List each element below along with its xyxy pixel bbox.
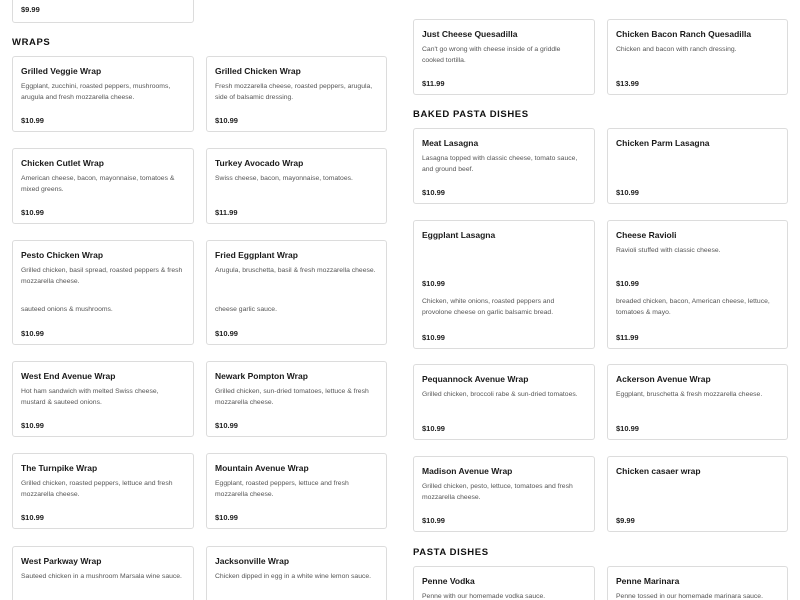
item-name: Chicken Parm Lasagna bbox=[616, 138, 710, 148]
item-price: $10.99 bbox=[616, 424, 639, 433]
item-price: $9.99 bbox=[616, 516, 635, 525]
item-price: $10.99 bbox=[215, 513, 238, 522]
item-name: Meat Lasagna bbox=[422, 138, 479, 148]
menu-item-card[interactable] bbox=[12, 0, 194, 23]
item-description: Grilled chicken, pesto, lettuce, tomatoes and fresh mozzarella cheese. bbox=[422, 483, 573, 501]
section-title-pasta-dishes: PASTA DISHES bbox=[413, 547, 489, 558]
item-description: Can't go wrong with cheese inside of a griddle cooked tortilla. bbox=[422, 46, 561, 64]
item-price: $10.99 bbox=[21, 208, 44, 217]
menu-item-card[interactable] bbox=[607, 566, 788, 600]
item-description: American cheese, bacon, mayonnaise, tomatoes & mixed greens. bbox=[21, 175, 175, 193]
item-name: Chicken casaer wrap bbox=[616, 466, 701, 476]
menu-item-card[interactable] bbox=[413, 364, 595, 440]
menu-item-card[interactable] bbox=[12, 56, 194, 132]
item-price: $10.99 bbox=[422, 279, 445, 288]
item-description: Grilled chicken, roasted peppers, lettuce and fresh mozzarella cheese. bbox=[21, 480, 173, 498]
menu-item-card[interactable] bbox=[607, 364, 788, 440]
menu-item-card[interactable] bbox=[607, 19, 788, 95]
item-description: Ravioli stuffed with classic cheese. bbox=[616, 247, 721, 254]
item-description: Eggplant, bruschetta & fresh mozzarella cheese. bbox=[616, 391, 763, 398]
item-name: Ackerson Avenue Wrap bbox=[616, 374, 711, 384]
menu-item-card[interactable] bbox=[206, 240, 387, 345]
item-price: $10.99 bbox=[21, 329, 44, 338]
item-name: Pequannock Avenue Wrap bbox=[422, 374, 529, 384]
item-price: $10.99 bbox=[21, 513, 44, 522]
item-description: Sauteed chicken in a mushroom Marsala wine sauce. bbox=[21, 573, 182, 580]
item-name: Just Cheese Quesadilla bbox=[422, 29, 518, 39]
item-description-overflow: sauteed onions & mushrooms. bbox=[21, 306, 113, 313]
item-description-overflow: cheese garlic sauce. bbox=[215, 306, 277, 313]
item-name: West Parkway Wrap bbox=[21, 556, 102, 566]
menu-item-card[interactable] bbox=[413, 220, 595, 349]
menu-item-card[interactable] bbox=[607, 456, 788, 532]
item-description: Chicken and bacon with ranch dressing. bbox=[616, 46, 737, 53]
item-price: $11.99 bbox=[215, 208, 238, 217]
menu-item-card[interactable] bbox=[12, 361, 194, 437]
item-description: Eggplant, roasted peppers, lettuce and fresh mozzarella cheese. bbox=[215, 480, 349, 498]
item-name: West End Avenue Wrap bbox=[21, 371, 116, 381]
section-title-baked-pasta: BAKED PASTA DISHES bbox=[413, 109, 529, 120]
menu-item-card[interactable] bbox=[206, 453, 387, 529]
menu-item-card[interactable] bbox=[413, 456, 595, 532]
item-description: Eggplant, zucchini, roasted peppers, mushrooms, arugula and fresh mozzarella cheese. bbox=[21, 83, 171, 101]
item-description: Grilled chicken, broccoli rabe & sun-dried tomatoes. bbox=[422, 391, 578, 398]
item-price: $10.99 bbox=[215, 116, 238, 125]
item-name: Chicken Bacon Ranch Quesadilla bbox=[616, 29, 752, 39]
menu-item-card[interactable] bbox=[206, 148, 387, 224]
item-price: $10.99 bbox=[215, 421, 238, 430]
section-title-wraps: WRAPS bbox=[12, 37, 51, 48]
item-name: Penne Marinara bbox=[616, 576, 680, 586]
item-price: $10.99 bbox=[422, 424, 445, 433]
menu-item-card[interactable] bbox=[206, 361, 387, 437]
item-price: $9.99 bbox=[21, 5, 40, 14]
item-description: Arugula, bruschetta, basil & fresh mozzarella cheese. bbox=[215, 267, 376, 274]
item-description: Fresh mozzarella cheese, roasted peppers, arugula, side of balsamic dressing. bbox=[215, 83, 373, 101]
menu-item-card[interactable] bbox=[206, 546, 387, 600]
item-name: Chicken Cutlet Wrap bbox=[21, 158, 104, 168]
item-name: Grilled Veggie Wrap bbox=[21, 66, 102, 76]
item-description: Chicken dipped in egg in a white wine lemon sauce. bbox=[215, 573, 372, 580]
item-price: $10.99 bbox=[616, 279, 639, 288]
item-price: $10.99 bbox=[422, 188, 445, 197]
item-price: $10.99 bbox=[616, 188, 639, 197]
menu-item-card[interactable] bbox=[607, 128, 788, 204]
item-name: Cheese Ravioli bbox=[616, 230, 677, 240]
item-description: Lasagna topped with classic cheese, tomato sauce, and ground beef. bbox=[422, 155, 578, 173]
item-name: Madison Avenue Wrap bbox=[422, 466, 513, 476]
menu-item-card[interactable] bbox=[413, 19, 595, 95]
item-price: $11.99 bbox=[616, 333, 639, 342]
item-name: The Turnpike Wrap bbox=[21, 463, 98, 473]
menu-item-card[interactable] bbox=[607, 220, 788, 349]
menu-item-card[interactable] bbox=[12, 453, 194, 529]
item-price: $10.99 bbox=[422, 516, 445, 525]
item-price: $10.99 bbox=[21, 116, 44, 125]
item-name: Eggplant Lasagna bbox=[422, 230, 496, 240]
menu-item-card[interactable] bbox=[12, 546, 194, 600]
item-name: Turkey Avocado Wrap bbox=[215, 158, 304, 168]
menu-item-card[interactable] bbox=[12, 148, 194, 224]
item-name: Pesto Chicken Wrap bbox=[21, 250, 104, 260]
menu-item-card[interactable] bbox=[12, 240, 194, 345]
menu-item-card[interactable] bbox=[413, 566, 595, 600]
item-description: Grilled chicken, sun-dried tomatoes, lettuce & fresh mozzarella cheese. bbox=[215, 388, 369, 406]
item-name: Mountain Avenue Wrap bbox=[215, 463, 309, 473]
item-name: Penne Vodka bbox=[422, 576, 475, 586]
item-description: Swiss cheese, bacon, mayonnaise, tomatoes. bbox=[215, 175, 353, 182]
item-name: Jacksonville Wrap bbox=[215, 556, 290, 566]
item-description: Penne tossed in our homemade marinara sauce. bbox=[616, 593, 763, 600]
item-price: $10.99 bbox=[422, 333, 445, 342]
item-price: $11.99 bbox=[422, 79, 445, 88]
item-name: Grilled Chicken Wrap bbox=[215, 66, 301, 76]
item-price: $13.99 bbox=[616, 79, 639, 88]
item-name: Newark Pompton Wrap bbox=[215, 371, 308, 381]
item-description: Chicken, white onions, roasted peppers and provolone cheese on garlic balsamic bread. bbox=[422, 298, 555, 316]
item-description: Grilled chicken, basil spread, roasted peppers & fresh mozzarella cheese. bbox=[21, 267, 183, 285]
item-price: $10.99 bbox=[21, 421, 44, 430]
item-price: $10.99 bbox=[215, 329, 238, 338]
item-name: Fried Eggplant Wrap bbox=[215, 250, 298, 260]
item-description: Hot ham sandwich with melted Swiss cheese, mustard & sauteed onions. bbox=[21, 388, 159, 406]
menu-item-card[interactable] bbox=[206, 56, 387, 132]
item-description: breaded chicken, bacon, American cheese, lettuce, tomatoes & mayo. bbox=[616, 298, 770, 316]
menu-item-card[interactable] bbox=[413, 128, 595, 204]
item-description: Penne with our homemade vodka sauce. bbox=[422, 593, 546, 600]
